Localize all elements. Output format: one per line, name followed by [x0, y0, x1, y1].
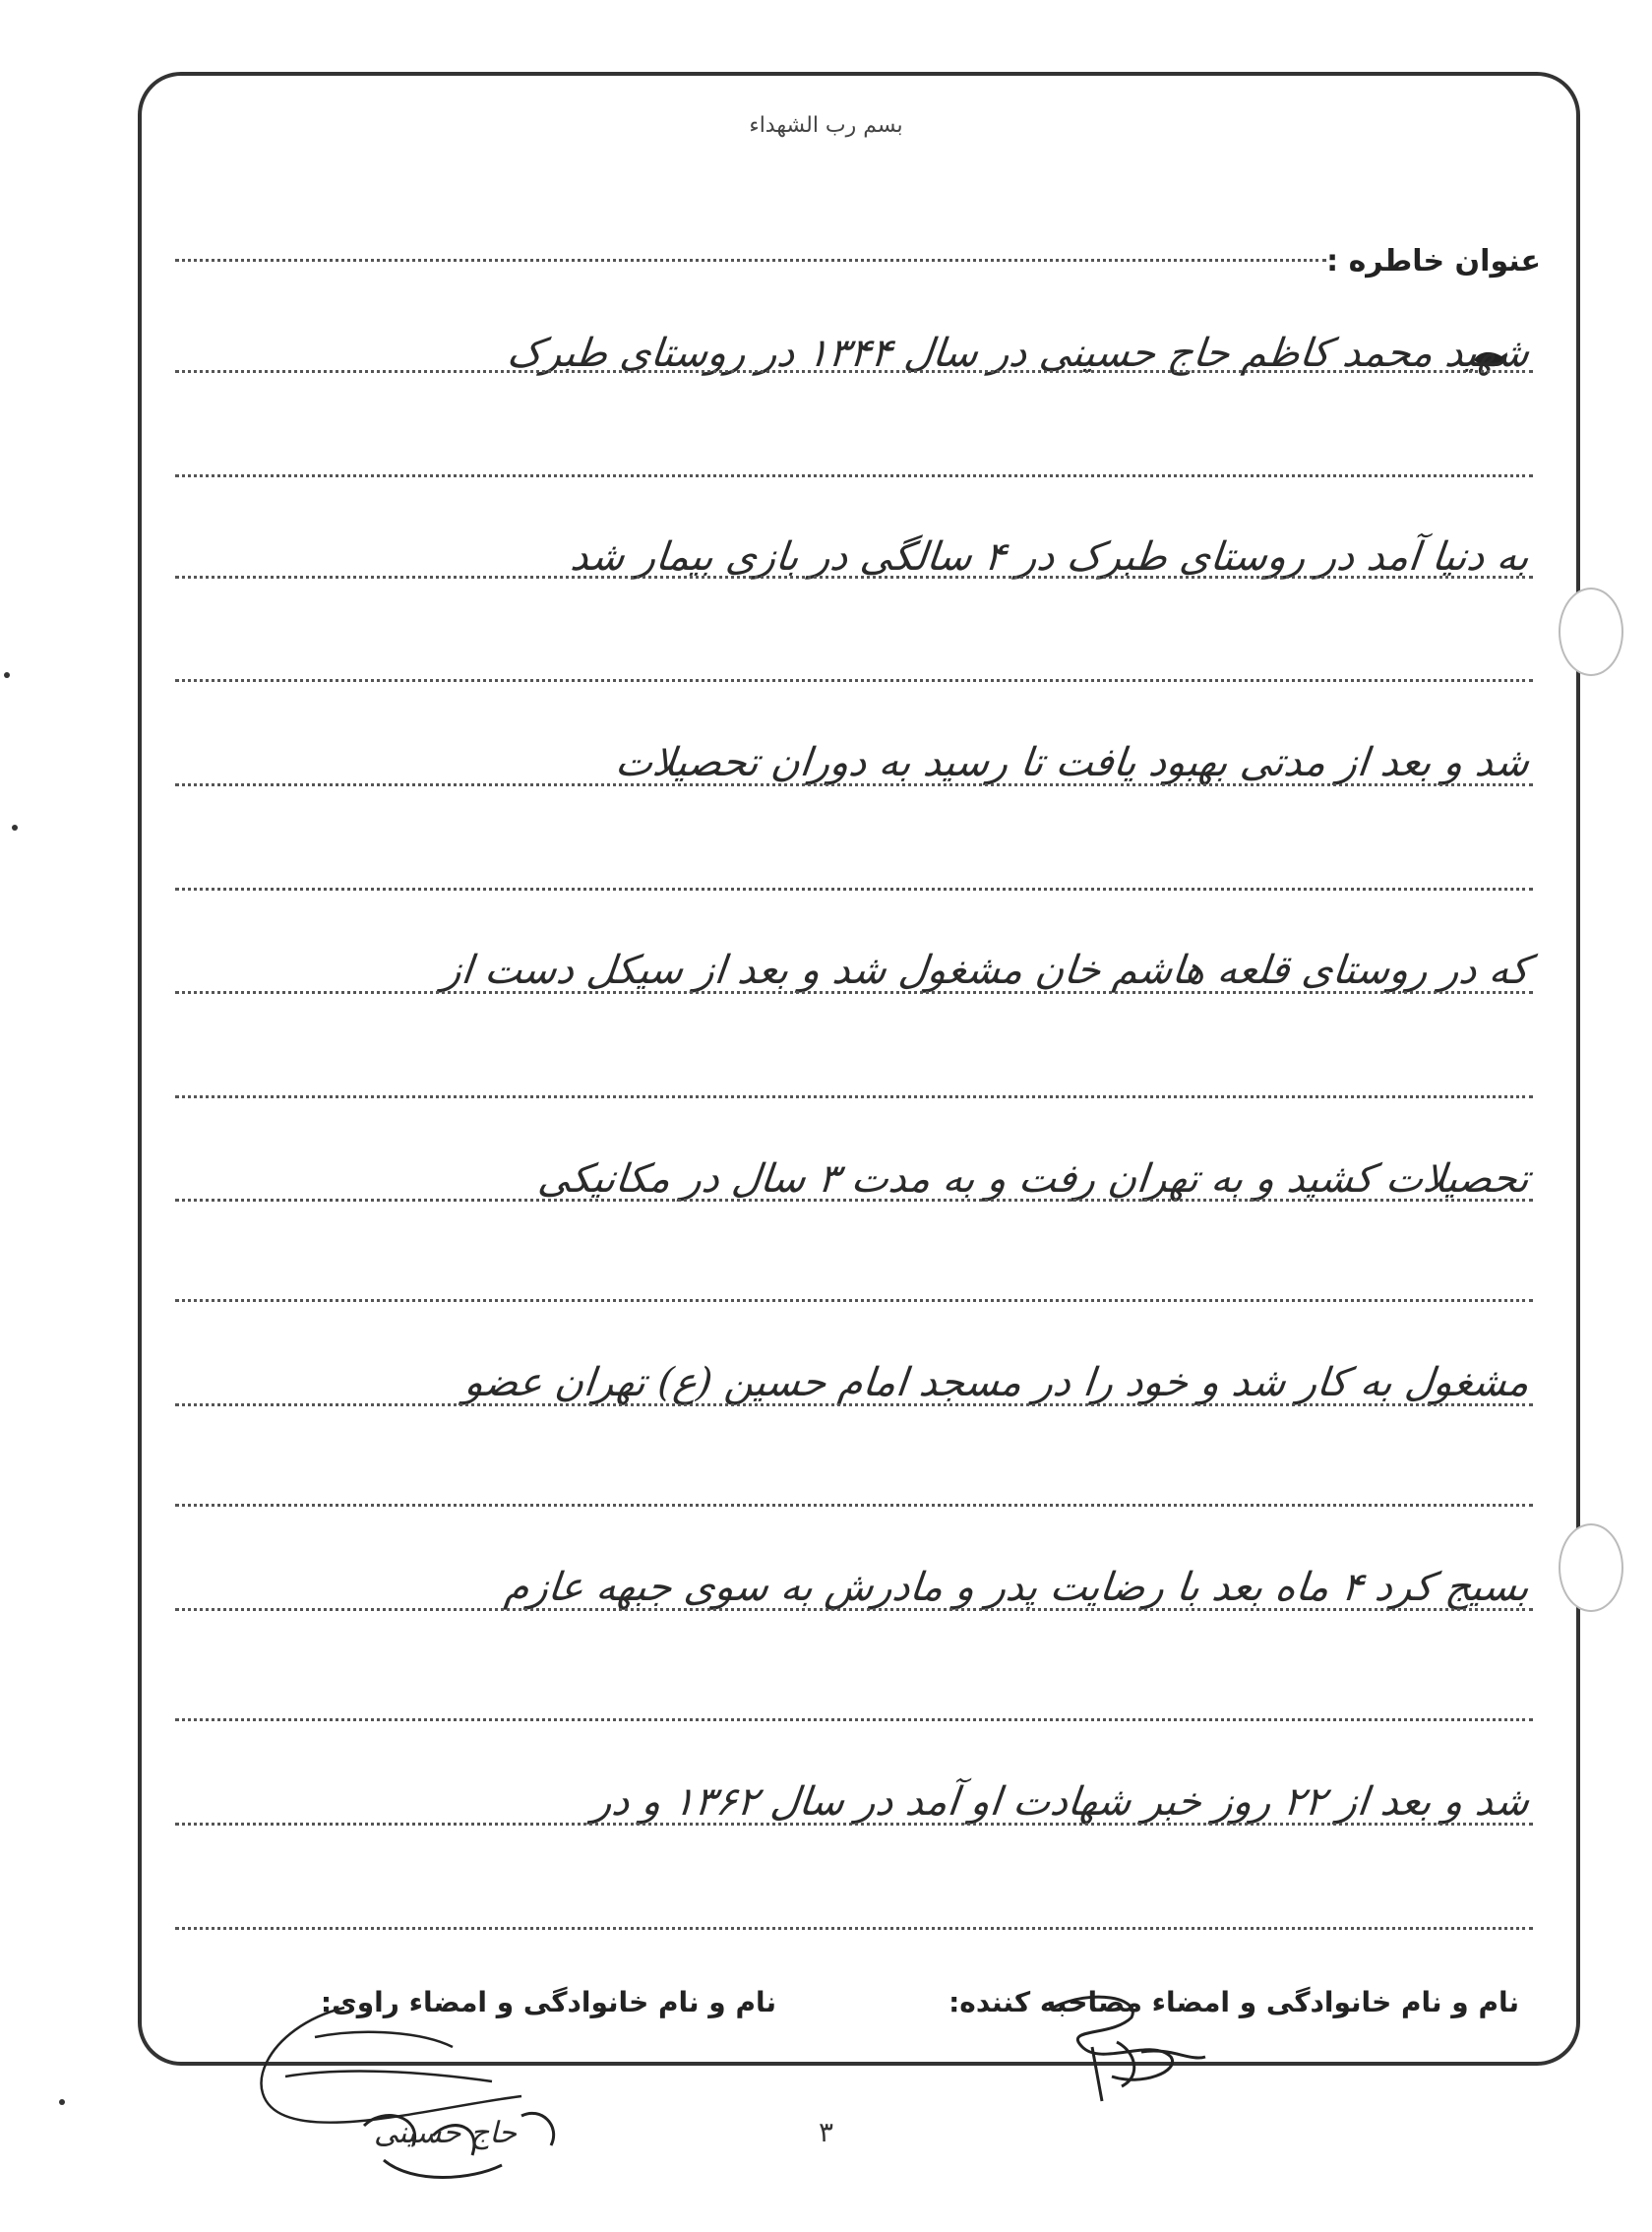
punch-hole-bottom [1559, 1523, 1623, 1612]
dotted-rule [175, 1095, 1533, 1098]
punch-hole-top [1559, 588, 1623, 676]
dotted-rule [175, 888, 1533, 891]
scan-speck [4, 672, 10, 678]
handwritten-line: شد و بعد از ۲۲ روز خبر شهادت او آمد در سال ۱۳۶۲ و در [590, 1779, 1532, 1825]
dotted-rule [175, 1504, 1533, 1507]
handwritten-line: که در روستای قلعه هاشم خان مشغول شد و بعد از سیکل دست از [440, 948, 1532, 993]
scan-speck [59, 2099, 65, 2105]
dotted-rule [175, 783, 1533, 786]
dotted-rule [175, 474, 1533, 477]
dotted-rule [175, 1199, 1533, 1202]
dotted-rule [175, 1299, 1533, 1302]
interviewer-signature [1023, 1978, 1210, 2106]
page-number: ۳ [818, 2116, 834, 2148]
basmala-header: بسم رب الشهداء [749, 113, 903, 138]
dotted-rule [175, 1927, 1533, 1930]
handwritten-line: شد و بعد از مدتی بهبود یافت تا رسید به دوران تحصیلات [613, 740, 1532, 785]
dotted-rule [175, 370, 1533, 373]
title-dotted-line [175, 259, 1326, 262]
dotted-rule [175, 576, 1533, 579]
dotted-rule [175, 679, 1533, 682]
handwritten-line: به دنیا آمد در روستای طبرک در ۴ سالگی در بازی بیمار شد [568, 534, 1532, 580]
dotted-rule [175, 1823, 1533, 1826]
handwritten-line: شهید محمد کاظم حاج حسینی در سال ۱۳۴۴ در روستای طبرک [505, 331, 1532, 376]
handwritten-line: تحصیلات کشید و به تهران رفت و به مدت ۳ سال در مکانیکی [535, 1156, 1532, 1202]
narrator-signature [226, 1988, 600, 2195]
narrator-signature-text: حاج حسینی [374, 2116, 518, 2150]
narrator-name-label: نام و نام خانوادگی و امضاء راوی: [320, 1986, 776, 2018]
dotted-rule [175, 991, 1533, 994]
handwritten-line: مشغول به کار شد و خود را در مسجد امام حسین (ع) تهران عضو [461, 1360, 1532, 1405]
handwritten-line: بسیج کرد ۴ ماه بعد با رضایت پدر و مادرش به سوی جبهه عازم [502, 1565, 1532, 1610]
dotted-rule [175, 1608, 1533, 1611]
dotted-rule [175, 1403, 1533, 1406]
interviewer-name-label: نام و نام خانوادگی و امضاء مصاحبه کننده: [948, 1986, 1519, 2018]
memory-title-label: عنوان خاطره : [1326, 244, 1541, 279]
dotted-rule [175, 1718, 1533, 1721]
scan-speck [12, 825, 18, 831]
